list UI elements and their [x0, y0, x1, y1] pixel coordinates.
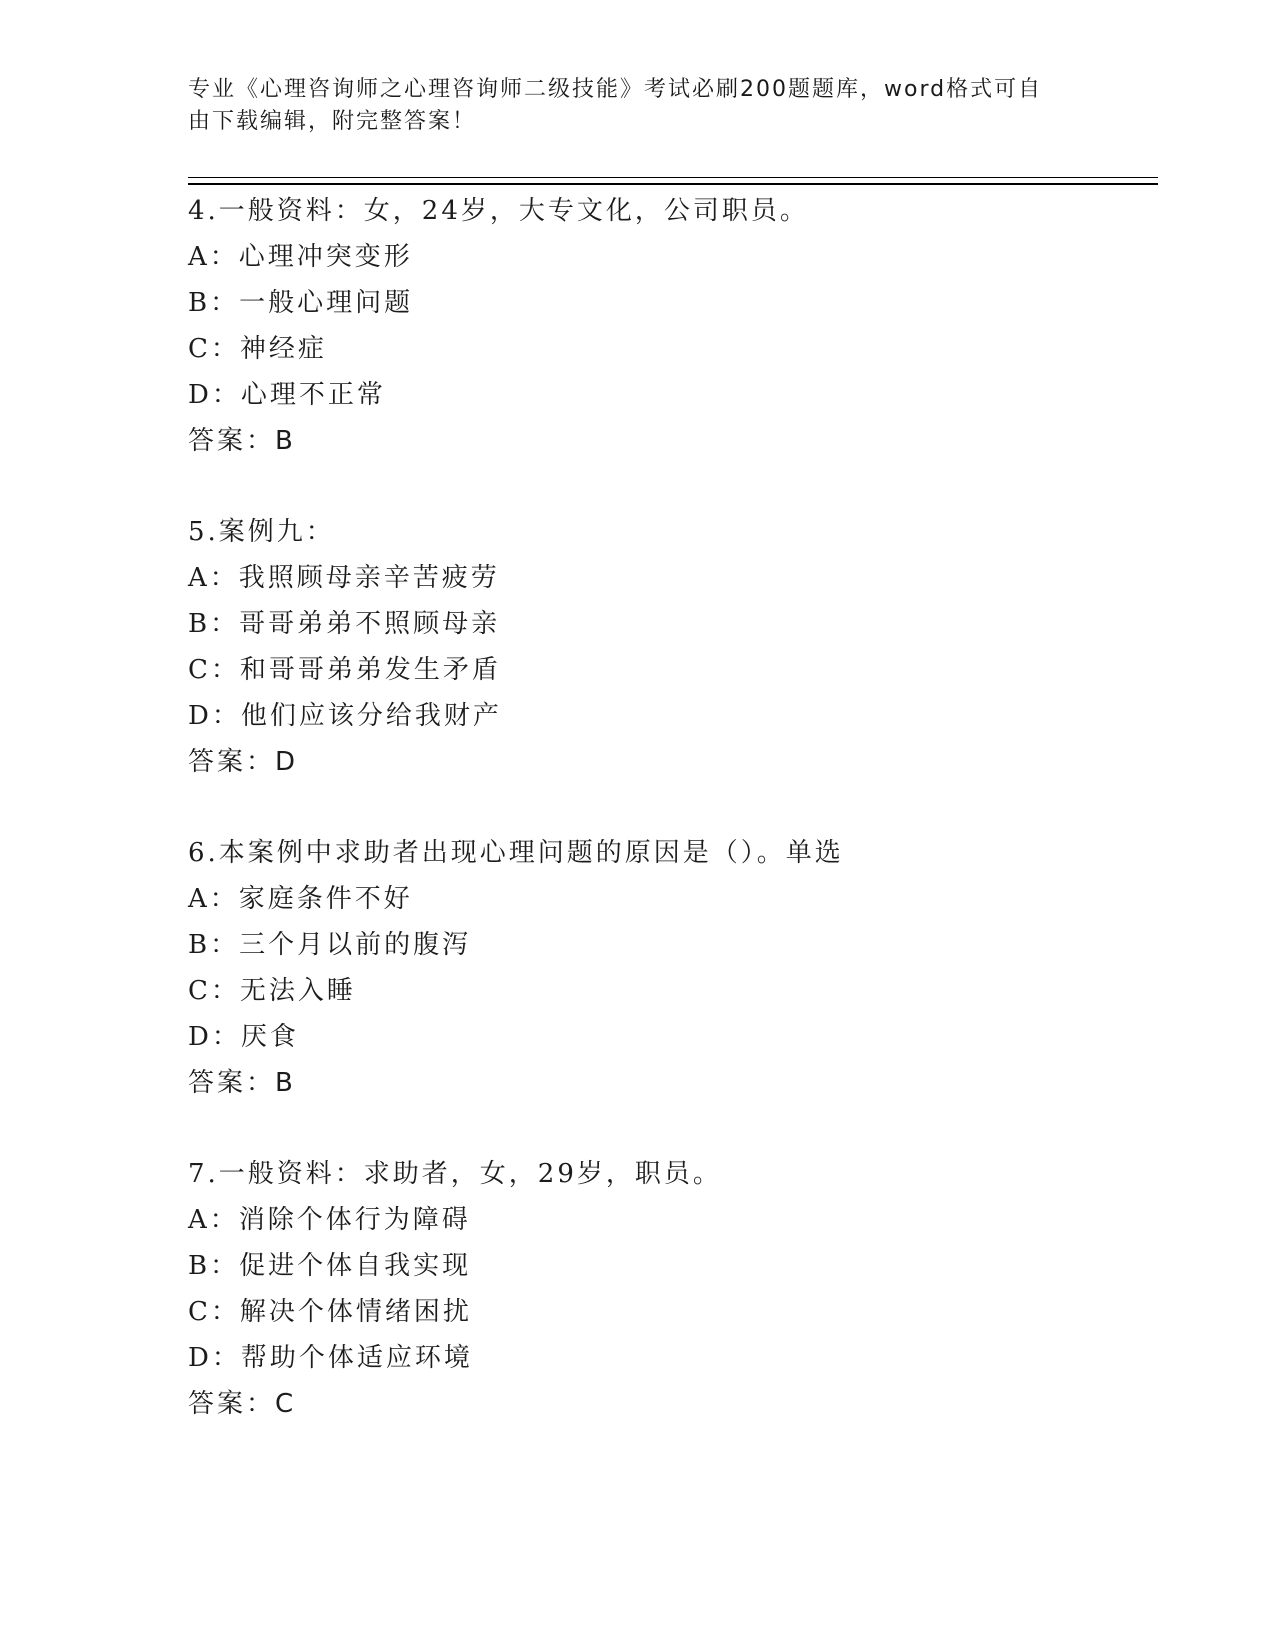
question-4: [188, 188, 1168, 464]
option-d: D：厌食: [188, 1022, 299, 1052]
answer-line: 答案：B: [188, 1068, 296, 1098]
answer-line: 答案：C: [188, 1389, 297, 1419]
option-b: B：哥哥弟弟不照顾母亲: [188, 609, 501, 639]
option-b: B：促进个体自我实现: [188, 1251, 472, 1281]
header-divider-thick: [188, 183, 1158, 185]
option-c: C：和哥哥弟弟发生矛盾: [188, 655, 501, 685]
option-a: A：心理冲突变形: [188, 242, 413, 272]
option-d: D：他们应该分给我财产: [188, 701, 502, 731]
question-7: [188, 1151, 1168, 1427]
option-a: A：家庭条件不好: [188, 884, 413, 914]
question-6: [188, 830, 1168, 1106]
question-stem: 5.案例九：: [188, 517, 335, 547]
question-stem: 7.一般资料：求助者，女，29岁，职员。: [188, 1159, 722, 1189]
header-line-1: 专业《心理咨询师之心理咨询师二级技能》考试必刷200题题库，word格式可自: [188, 77, 1043, 102]
option-a: A：我照顾母亲辛苦疲劳: [188, 563, 500, 593]
question-5: [188, 509, 1168, 785]
option-c: C：解决个体情绪困扰: [188, 1297, 472, 1327]
answer-line: 答案：B: [188, 426, 296, 456]
option-c: C：神经症: [188, 334, 327, 364]
option-d: D：心理不正常: [188, 380, 386, 410]
option-b: B：三个月以前的腹泻: [188, 930, 472, 960]
option-b: B：一般心理问题: [188, 288, 414, 318]
option-a: A：消除个体行为障碍: [188, 1205, 471, 1235]
header-line-2: 由下载编辑，附完整答案！: [188, 109, 477, 134]
document-header: [188, 74, 1068, 138]
option-d: D：帮助个体适应环境: [188, 1343, 473, 1373]
option-c: C：无法入睡: [188, 976, 356, 1006]
answer-line: 答案：D: [188, 747, 299, 777]
question-stem: 6.本案例中求助者出现心理问题的原因是（）。单选: [188, 838, 844, 868]
header-divider-thin: [188, 177, 1158, 178]
question-stem: 4.一般资料：女，24岁，大专文化，公司职员。: [188, 196, 809, 226]
